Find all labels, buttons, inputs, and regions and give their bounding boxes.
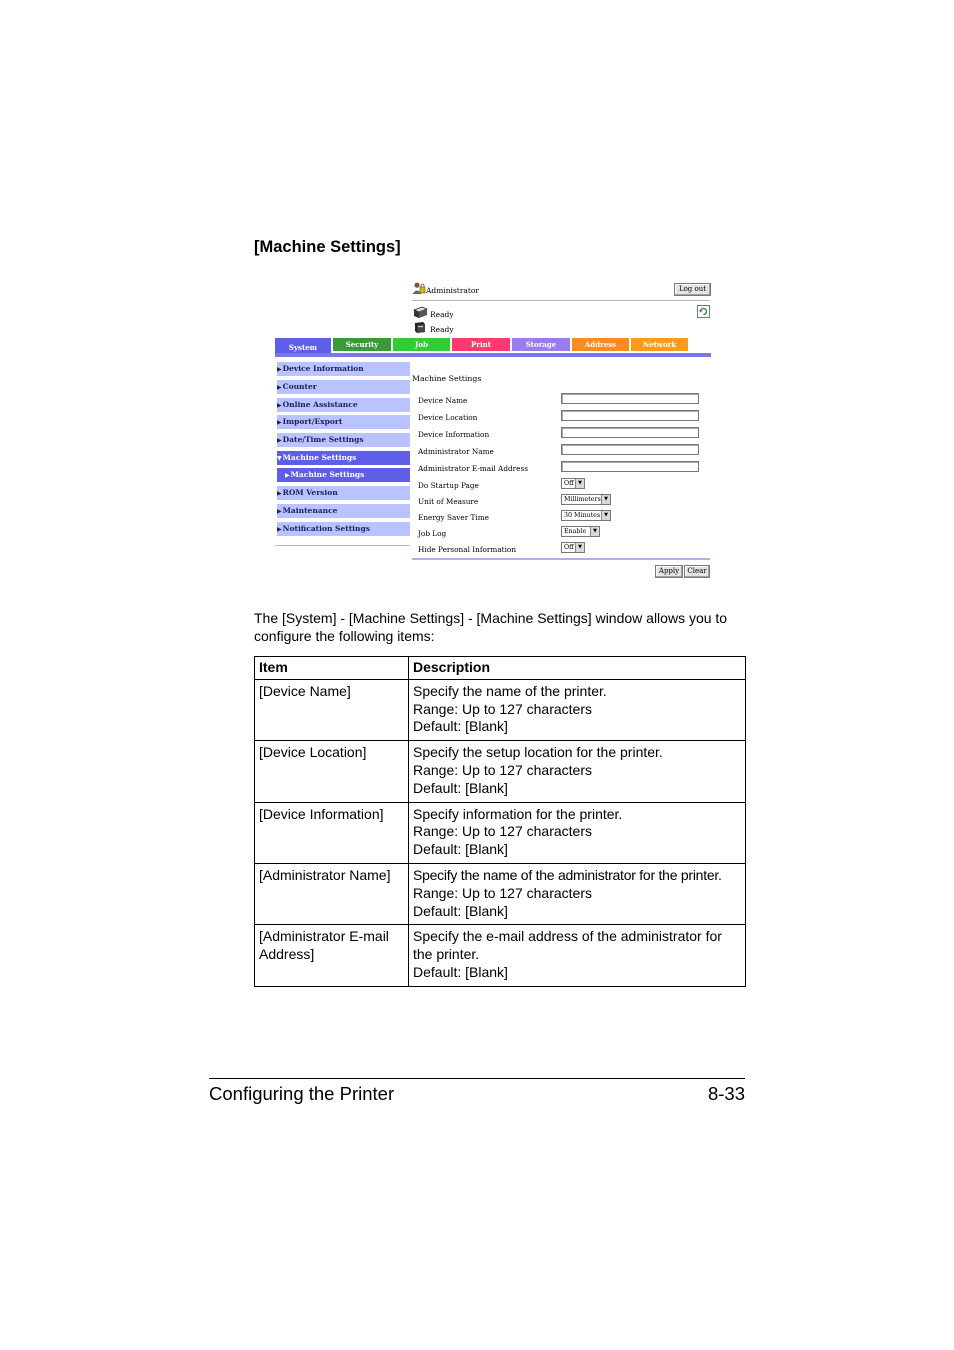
description-line: Default: [Blank] [413,841,508,858]
description-line: Range: Up to 127 characters [413,823,592,840]
description-cell [409,679,746,740]
sidebar-item-date-time-settings[interactable] [277,433,410,447]
chevron-down-icon: ▼ [575,479,584,488]
table-row [255,925,746,986]
arrow-right-icon: ▶ [277,384,282,391]
clear-button[interactable]: Clear [684,565,710,578]
description-line: Specify the setup location for the printer. [413,744,663,761]
sidebar-item-counter[interactable] [277,380,410,394]
tab-label: Security [345,340,379,349]
page-number: 8-33 [707,1083,745,1104]
description-line: Default: [Blank] [413,963,508,980]
description-line: Specify the name of the administrator for the printer. [413,866,722,883]
sidebar-item-maintenance[interactable] [277,504,410,518]
sidebar-item-label: Maintenance [282,506,338,515]
arrow-right-icon: ▶ [277,508,282,515]
device-location-field[interactable] [561,410,699,421]
sidebar-item-import-export[interactable] [277,415,410,429]
column-header-item: Item [255,657,409,680]
sidebar-item-label: Machine Settings [290,470,365,479]
field-label: Administrator Name [418,447,494,456]
sidebar-item-device-information[interactable] [277,362,410,376]
administrator-icon [412,282,426,294]
field-label: Energy Saver Time [418,513,489,522]
field-label: Do Startup Page [418,481,479,490]
sidebar-item-rom-version[interactable] [277,486,410,500]
tab-underline [275,353,711,357]
description-cell [409,741,746,802]
description-line: Range: Up to 127 characters [413,884,592,901]
table-row [255,741,746,802]
admin-header [412,280,710,301]
device-information-row [418,427,708,441]
sidebar-item-label: Device Information [282,364,364,373]
arrow-down-icon: ▼ [277,455,282,462]
table-row [255,802,746,863]
item-cell: [Administrator Name] [255,863,409,924]
arrow-right-icon: ▶ [277,526,282,533]
printer-icon [412,321,428,334]
description-line: Default: [Blank] [413,779,508,796]
unit-of-measure-select[interactable] [561,494,611,505]
description-line: Range: Up to 127 characters [413,761,592,778]
sidebar-item-online-assistance[interactable] [277,398,410,412]
unit-of-measure-row [418,494,708,508]
administrator-email-field[interactable] [561,461,699,472]
printer-status [412,306,492,320]
table-row [255,863,746,924]
tab-address[interactable] [572,338,629,351]
printer-status [412,321,492,335]
column-header-description: Description [409,657,746,680]
sidebar-subitem-machine-settings[interactable] [277,468,410,482]
device-information-field[interactable] [561,427,699,438]
description-line: Default: [Blank] [413,902,508,919]
sidebar-item-label: Date/Time Settings [282,435,364,444]
intro-paragraph: The [System] - [Machine Settings] - [Machine Settings] window allows you to configure the following items: [254,610,728,644]
field-label: Hide Personal Information [418,545,517,554]
description-line: Specify the e-mail address of the administrator for the printer. [413,928,722,963]
description-line: Default: [Blank] [413,718,508,735]
form-divider [412,558,710,560]
item-cell: [Device Location] [255,741,409,802]
status-text: Ready [430,310,454,319]
description-line: Range: Up to 127 characters [413,700,592,717]
select-value: Off [564,544,574,551]
energy-saver-time-row [418,510,708,524]
settings-table [254,656,746,987]
sidebar-item-label: Machine Settings [282,453,357,462]
arrow-right-icon: ▶ [277,419,282,426]
sidebar-item-label: ROM Version [282,488,338,497]
tab-print[interactable] [452,338,510,351]
arrow-right-icon: ▶ [277,402,282,409]
arrow-right-icon: ▶ [277,437,282,444]
device-name-field[interactable] [561,393,699,404]
status-text: Ready [430,325,454,334]
footer-section-title: Configuring the Printer [209,1083,395,1104]
device-location-row [418,410,708,424]
chevron-down-icon: ▼ [601,511,610,520]
description-cell [409,863,746,924]
select-value: Enable [564,528,587,535]
administrator-name-field[interactable] [561,444,699,455]
description-line: Specify the name of the printer. [413,682,607,699]
tab-label: Address [584,340,617,349]
user-label: Administrator [426,286,479,295]
item-cell: [Device Information] [255,802,409,863]
tab-storage[interactable] [512,338,570,351]
do-startup-page-row [418,478,708,492]
arrow-right-icon: ▶ [285,472,290,479]
do-startup-page-select[interactable] [561,478,585,489]
tab-label: Network [642,340,677,349]
energy-saver-time-select[interactable] [561,510,611,521]
table-row [255,679,746,740]
sidebar-item-label: Notification Settings [282,524,370,533]
section-heading: [Machine Settings] [254,238,401,256]
table-header-row [255,657,746,680]
select-value: Millimeters [564,496,601,503]
tab-label: System [288,343,318,352]
hide-personal-information-select[interactable] [561,542,585,553]
field-label: Device Information [418,430,490,439]
printer-icon [412,306,428,319]
web-ui-screenshot [275,278,711,580]
job-log-select[interactable] [561,526,600,537]
field-label: Job Log [418,529,447,538]
apply-button[interactable]: Apply [655,565,683,578]
job-log-row [418,526,708,540]
sidebar-item-label: Online Assistance [282,400,358,409]
hide-personal-information-row [418,542,708,556]
administrator-name-row [418,444,708,458]
chevron-down-icon: ▼ [601,495,610,504]
refresh-icon[interactable] [697,305,710,318]
item-cell: [Device Name] [255,679,409,740]
field-label: Device Location [418,413,478,422]
sidebar-item-label: Counter [282,382,317,391]
field-label: Device Name [418,396,468,405]
form-title: Machine Settings [412,374,482,383]
chevron-down-icon: ▼ [575,543,584,552]
tab-label: Job [415,340,428,349]
description-cell [409,802,746,863]
tab-label: Print [471,340,491,349]
chevron-down-icon: ▼ [590,527,599,536]
field-label: Unit of Measure [418,497,479,506]
sidebar-item-label: Import/Export [282,417,343,426]
description-line: Specify information for the printer. [413,805,623,822]
description-cell [409,925,746,986]
tab-job[interactable] [393,338,450,351]
select-value: Off [564,480,574,487]
footer-divider [209,1078,745,1079]
sidebar-divider [275,545,410,546]
field-label: Administrator E-mail Address [418,464,528,473]
arrow-right-icon: ▶ [277,490,282,497]
logout-button[interactable]: Log out [674,283,711,296]
tab-security[interactable] [333,338,391,351]
select-value: 30 Minutes [564,512,601,519]
tab-network[interactable] [631,338,688,351]
device-name-row [418,393,708,407]
administrator-email-row [418,461,708,475]
sidebar-item-notification-settings[interactable] [277,522,410,536]
tab-label: Storage [525,340,557,349]
sidebar-item-machine-settings[interactable] [277,451,410,465]
item-cell: [Administrator E-mail Address] [255,925,409,986]
arrow-right-icon: ▶ [277,366,282,373]
